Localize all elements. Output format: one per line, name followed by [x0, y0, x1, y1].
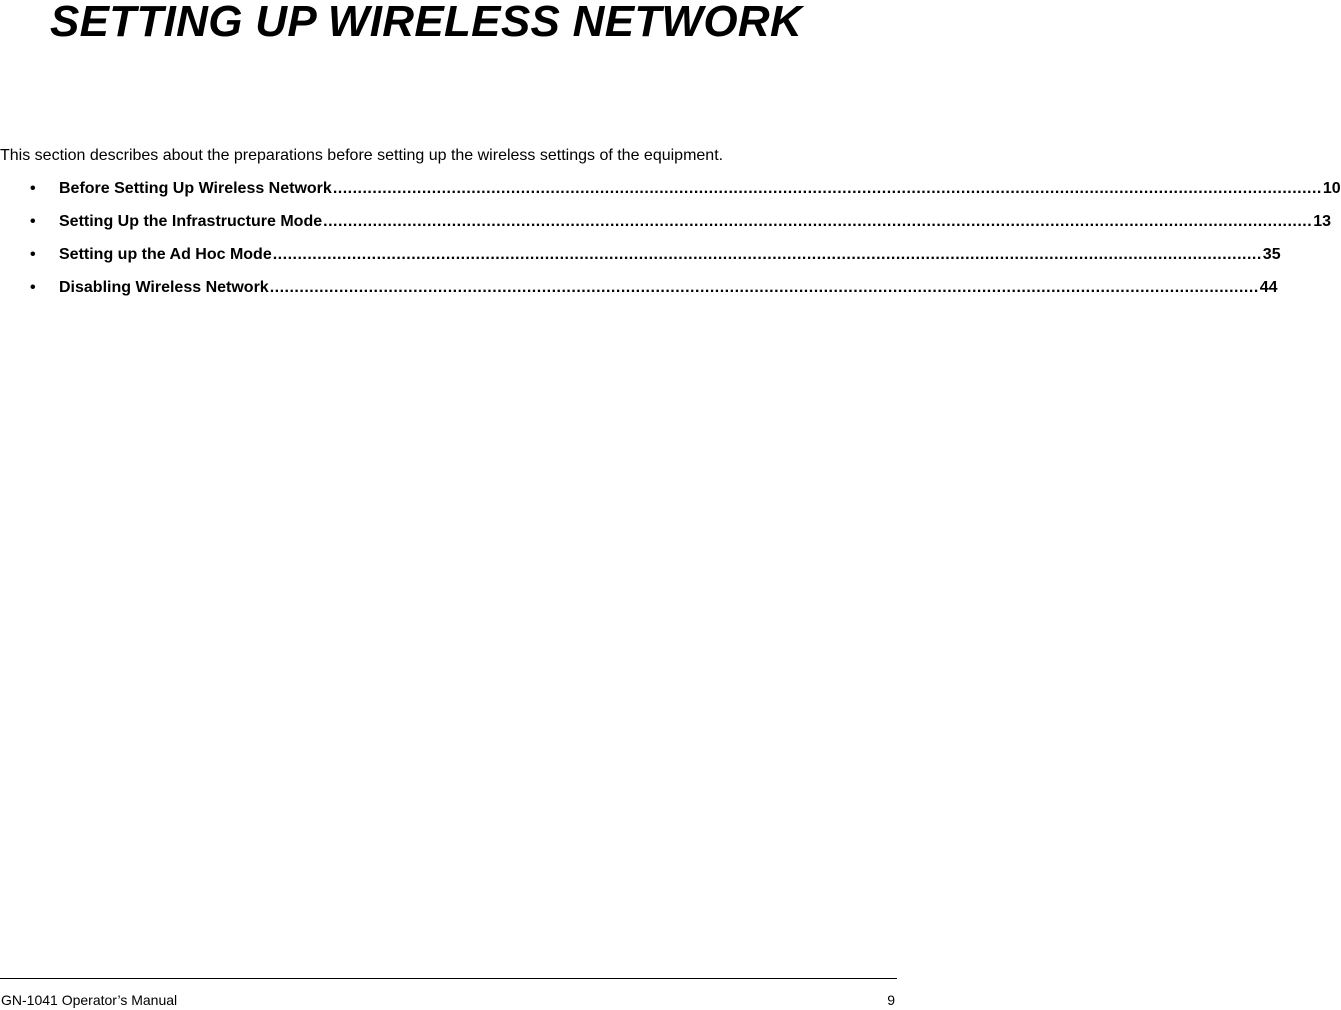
table-of-contents — [0, 178, 1341, 310]
toc-item-label: Setting Up the Infrastructure Mode — [59, 213, 323, 230]
toc-link-disabling-wireless[interactable] — [59, 277, 1278, 299]
toc-item-page: 35 — [1262, 246, 1281, 263]
page-title: SETTING UP WIRELESS NETWORK — [50, 0, 803, 46]
intro-paragraph: This section describes about the preparations before setting up the wireless settings of the equipment. — [0, 147, 724, 164]
toc-dot-leader: ........................................................................................................................................................................................................ — [323, 213, 1313, 230]
toc-item-page: 10 — [1322, 180, 1341, 197]
toc-link-before-setting-up[interactable] — [59, 178, 1341, 200]
bullet-icon: • — [30, 279, 36, 296]
footer-divider — [0, 978, 897, 979]
bullet-icon: • — [30, 180, 36, 197]
bullet-icon: • — [30, 213, 36, 230]
toc-item-label: Disabling Wireless Network — [59, 279, 269, 296]
footer-page-number: 9 — [887, 992, 895, 1008]
toc-item-page: 44 — [1259, 279, 1278, 296]
toc-item-disabling-wireless — [0, 277, 1278, 310]
toc-dot-leader: ........................................................................................................................................................................................................ — [332, 180, 1322, 197]
toc-item-page: 13 — [1313, 213, 1331, 230]
toc-link-ad-hoc-mode[interactable] — [59, 244, 1281, 266]
toc-item-label: Before Setting Up Wireless Network — [59, 180, 332, 197]
toc-link-infrastructure-mode[interactable] — [59, 211, 1331, 233]
toc-dot-leader: ........................................................................................................................................................................................................ — [272, 246, 1262, 263]
toc-dot-leader: ........................................................................................................................................................................................................ — [269, 279, 1259, 296]
toc-item-infrastructure-mode — [0, 211, 1331, 244]
footer-manual-name: GN-1041 Operator’s Manual — [1, 992, 178, 1008]
bullet-icon: • — [30, 246, 36, 263]
toc-item-label: Setting up the Ad Hoc Mode — [59, 246, 272, 263]
toc-item-before-setting-up — [0, 178, 1341, 211]
toc-item-ad-hoc-mode — [0, 244, 1281, 277]
